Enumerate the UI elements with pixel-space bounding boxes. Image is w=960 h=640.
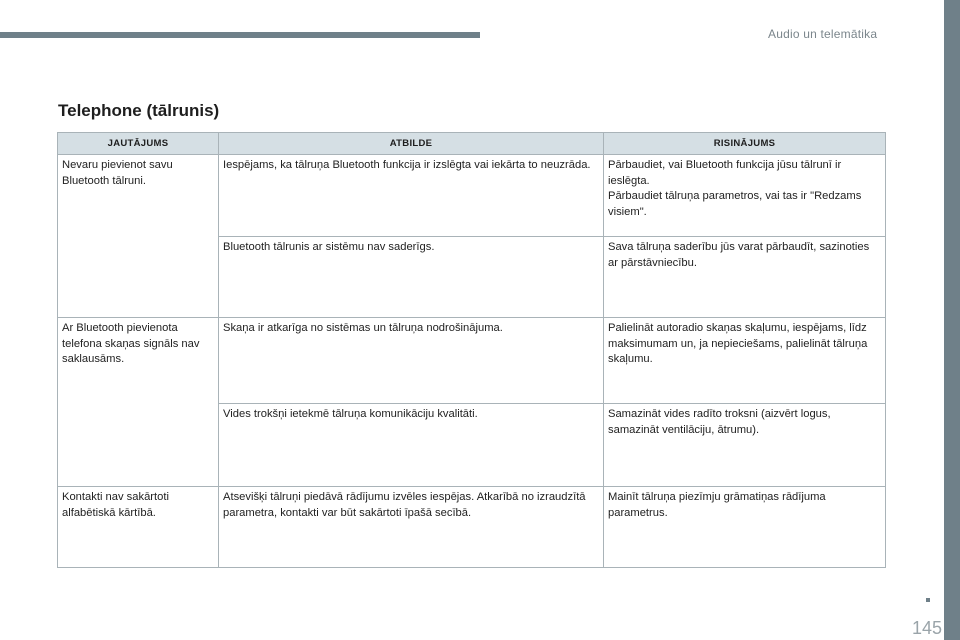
solution-cell: Samazināt vides radīto troksni (aizvērt logus, samazināt ventilāciju, ātrumu). xyxy=(604,404,886,487)
solution-line: Pārbaudiet, vai Bluetooth funkcija jūsu tālrunī ir ieslēgta. xyxy=(608,159,842,187)
header-accent-bar xyxy=(0,32,480,38)
page-title: Telephone (tālrunis) xyxy=(58,101,220,120)
solution-cell: Palielināt autoradio skaņas skaļumu, iespējams, līdz maksimumam un, ja nepieciešams, palielināt tālruņa skaļumu. xyxy=(604,318,886,404)
answer-cell: Bluetooth tālrunis ar sistēmu nav saderīgs. xyxy=(219,237,604,318)
section-title: Audio un telemātika xyxy=(768,27,878,41)
page-marker-dot xyxy=(926,598,930,602)
question-cell: Nevaru pievienot savu Bluetooth tālruni. xyxy=(58,155,219,318)
solution-cell: Mainīt tālruņa piezīmju grāmatiņas rādījuma parametrus. xyxy=(604,487,886,568)
solution-cell: Sava tālruņa saderību jūs varat pārbaudīt, sazinoties ar pārstāvniecību. xyxy=(604,237,886,318)
column-header-answer: ATBILDE xyxy=(219,133,604,155)
question-cell: Ar Bluetooth pievienota telefona skaņas signāls nav saklausāms. xyxy=(58,318,219,487)
solution-cell xyxy=(604,155,886,237)
column-header-question: JAUTĀJUMS xyxy=(58,133,219,155)
solution-line: Pārbaudiet tālruņa parametros, vai tas ir "Redzams visiem". xyxy=(608,190,862,218)
question-cell: Kontakti nav sakārtoti alfabētiskā kārtībā. xyxy=(58,487,219,568)
page-number: 145 xyxy=(912,618,943,638)
side-edge-strip xyxy=(944,0,960,640)
table-row xyxy=(58,155,886,237)
answer-cell: Atsevišķi tālruņi piedāvā rādījumu izvēles iespējas. Atkarībā no izraudzītā parametra, kontakti var būt sakārtoti īpašā secībā. xyxy=(219,487,604,568)
table-row xyxy=(58,487,886,568)
answer-cell: Iespējams, ka tālruņa Bluetooth funkcija ir izslēgta vai iekārta to neuzrāda. xyxy=(219,155,604,237)
column-header-solution: RISINĀJUMS xyxy=(604,133,886,155)
answer-cell: Vides trokšņi ietekmē tālruņa komunikāciju kvalitāti. xyxy=(219,404,604,487)
table-row xyxy=(58,318,886,404)
troubleshooting-table xyxy=(57,132,886,568)
table-header-row xyxy=(58,133,886,155)
answer-cell: Skaņa ir atkarīga no sistēmas un tālruņa nodrošinājuma. xyxy=(219,318,604,404)
